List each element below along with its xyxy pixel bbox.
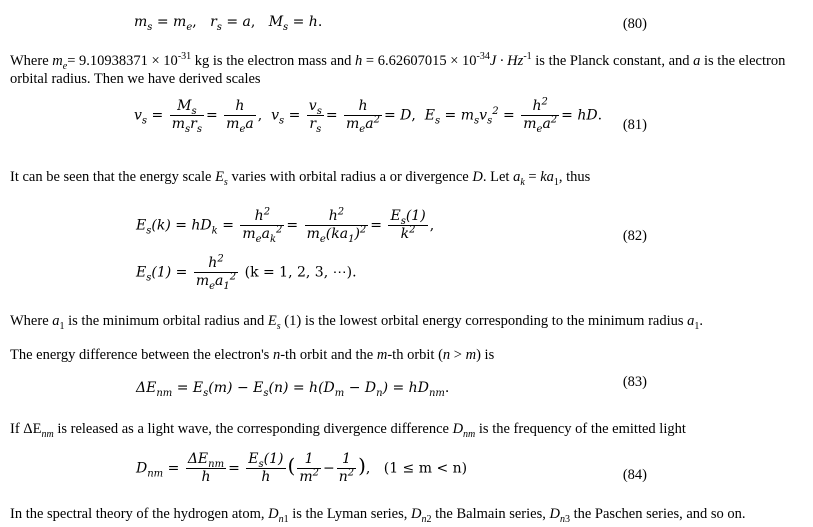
paragraph-energy-difference: The energy difference between the electron's n-th orbit and the m-th orbit (n > m) is [10,347,495,363]
paragraph-minimum-radius: Where $a_1$ is the minimum orbital radius and $E_s$ (1) is the lowest orbital energy corresponding to the minimum radius $a_1$. [10,313,704,332]
equation-number-82: (82) [622,228,647,244]
equation-83: $\Delta E_{nm} = E_s(m) - E_s(n) = h(D_m - D_n) = hD_{nm}$. [136,380,450,399]
equation-number-84: (84) [622,467,647,483]
equation-80: $m_s = m_e$, $r_s = a$, $M_s = h$. [134,14,323,33]
paragraph-constants: Where $m_e= 9.10938371 \times 10^{-31}$ kg is the electron mass and $h = 6.62607015 \times 10^{-34}J \cdot Hz^{-1}$ is the Planck constant, and a is the electron [10,51,786,72]
paragraph-light-wave: If $\Delta E_{nm}$ is released as a light wave, the corresponding divergence difference $D_{nm}$ is the frequency of the emitted light [10,421,686,440]
paragraph-spectral-series: In the spectral theory of the hydrogen atom, $D_{n1}$ is the Lyman series, $D_{n2}$ the Balmain series, $D_{n3}$ the Paschen series, and so on. [10,506,746,525]
equation-84: $D_{nm}$ = $\frac{\Delta E_{nm}}{h}$ = $\frac{E_s(1)}{h}$ ( $\frac{1}{m^2}$ − $\frac{1}{n^2}$ ), (1 ≤ m < n) [136,451,468,485]
paragraph-energy-scale: It can be seen that the energy scale $E_s$ varies with orbital radius a or divergence D. Let $a_k = ka_1$, thus [10,169,591,188]
equation-number-80: (80) [622,16,647,32]
equation-number-83: (83) [622,374,647,390]
equation-82-line1: $E_s(k) = hD_k$ = $\frac{h^2}{m_ea_k^2}$ = $\frac{h^2}{m_e(ka_1)^2}$ = $\frac{E_s(1)}{k^2}$ , [136,206,435,245]
equation-82-line2: $E_s(1)$ = $\frac{h^2}{m_ea_1^2}$ (k = 1, 2, 3, ⋯). [136,253,357,292]
equation-number-81: (81) [622,117,647,133]
equation-81: $v_s$ = $\frac{M_s}{m_sr_s}$ = $\frac{h}{m_ea}$ , $v_s$ = $\frac{v_s}{r_s}$ = $\frac{h}{m_ea^2}$ = D, $E_s = m_sv_s^2$ = $\frac{h^2}{m_ea^2}$ = hD. [134,96,603,135]
paragraph-constants-line2: orbital radius. Then we have derived scales [10,71,261,87]
